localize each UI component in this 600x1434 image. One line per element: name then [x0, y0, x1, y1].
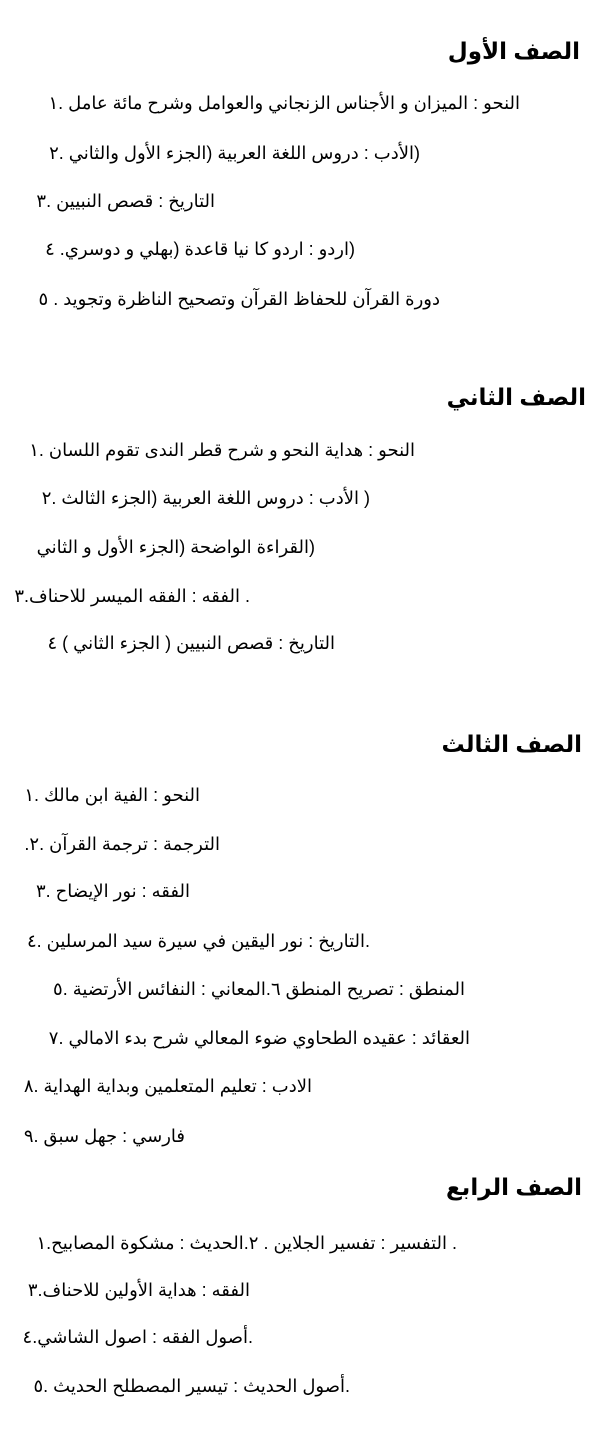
section-2-item-2: ( الأدب : دروس اللغة العربية (الجزء الثالث .٢ [41, 488, 370, 508]
section-2-item-5: التاريخ : قصص النبيين ( الجزء الثاني ) ٤ [47, 633, 335, 653]
section-3-item-4: .التاريخ : نور اليقين في سيرة سيد المرسلين .٤ [26, 931, 370, 951]
section-1-item-3: التاريخ : قصص النبيين .٣ [36, 191, 215, 211]
section-2-item-3: (القراءة الواضحة (الجزء الأول و الثاني [36, 537, 315, 557]
section-3-item-1: النحو : الفية ابن مالك .١ [24, 785, 200, 805]
section-3-title: الصف الثالث [441, 731, 582, 757]
section-2-title: الصف الثاني [446, 384, 586, 410]
section-3-item-2: الترجمة : ترجمة القرآن .٢. [24, 834, 220, 854]
section-4-item-2: الفقه : هداية الأولين للاحناف.٣ [27, 1280, 250, 1300]
section-1-title: الصف الأول [447, 38, 580, 64]
section-4-item-1: . التفسير : تفسير الجلاين . ٢.الحديث : مشكوة المصابيح.١ [36, 1233, 457, 1253]
section-1-item-5: دورة القرآن للحفاظ القرآن وتصحيح الناظرة وتجويد . ٥ [38, 289, 440, 309]
section-1-item-4: (اردو : اردو كا نيا قاعدة (بهلي و دوسري. ٤ [45, 239, 355, 259]
section-4-item-3: .أصول الفقه : اصول الشاشي.٤ [22, 1327, 253, 1347]
section-3-item-7: الادب : تعليم المتعلمين وبداية الهداية .٨ [23, 1076, 312, 1096]
section-1-item-1: النحو : الميزان و الأجناس الزنجاني والعوامل وشرح مائة عامل .١ [48, 93, 520, 113]
section-4-title: الصف الرابع [445, 1174, 582, 1200]
section-1-item-2: (الأدب : دروس اللغة العربية (الجزء الأول والثاني .٢ [49, 143, 420, 163]
section-3-item-3: الفقه : نور الإيضاح .٣ [35, 881, 190, 901]
section-2-item-1: النحو : هداية النحو و شرح قطر الندى تقوم اللسان .١ [29, 440, 415, 460]
section-4-item-4: .أصول الحديث : تيسير المصطلح الحديث .٥ [33, 1376, 350, 1396]
section-3-item-6: العقائد : عقيده الطحاوي ضوء المعالي شرح بدء الامالي .٧ [48, 1028, 470, 1048]
section-2-item-4: . الفقه : الفقه الميسر للاحناف.٣ [14, 586, 250, 606]
section-3-item-8: فارسي : جهل سبق .٩ [23, 1126, 185, 1146]
section-3-item-5: المنطق : تصريح المنطق ٦.المعاني : النفائس الأرتضية .٥ [53, 979, 465, 999]
